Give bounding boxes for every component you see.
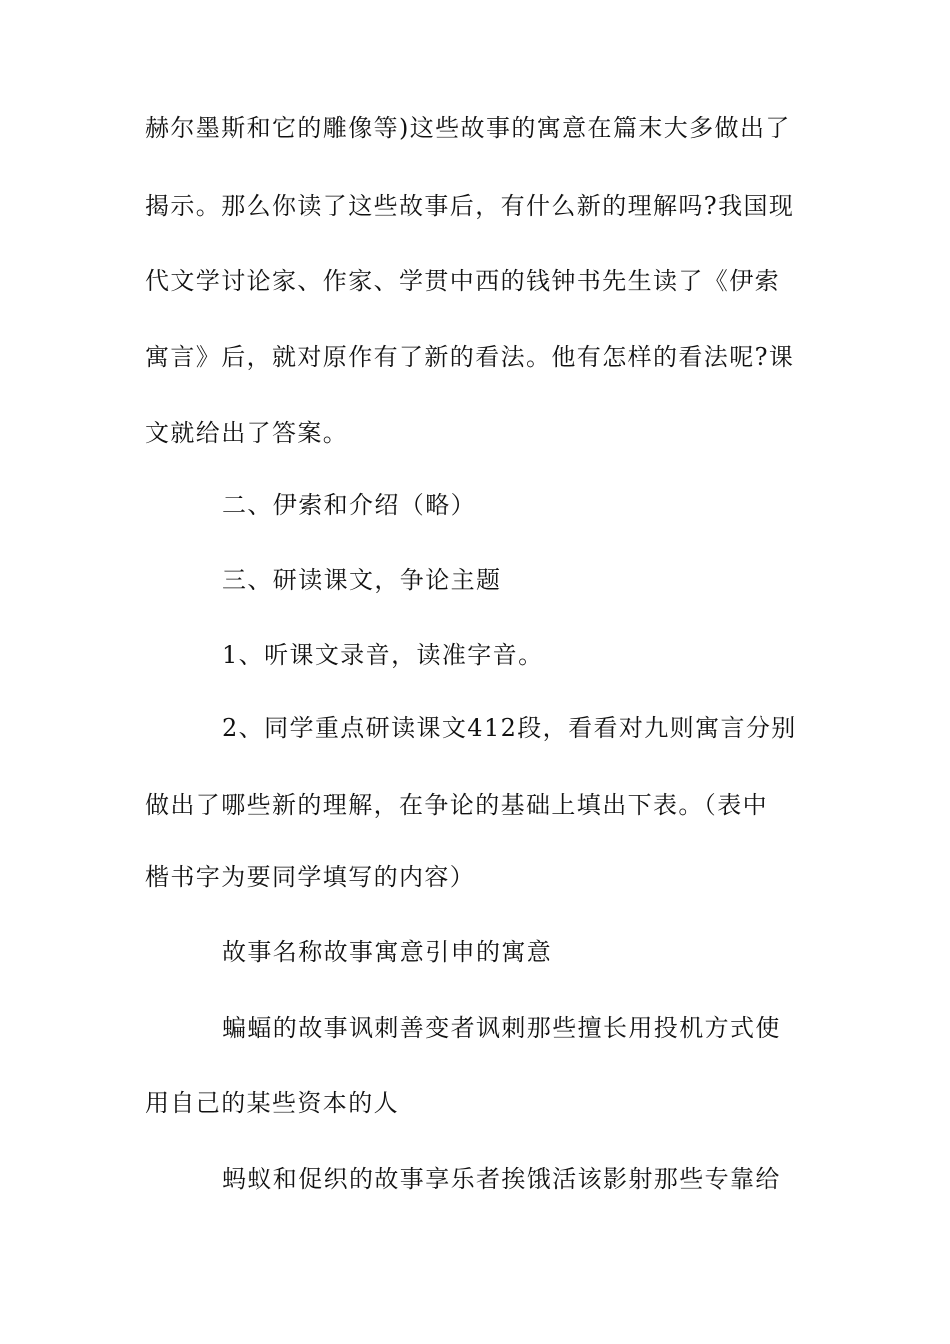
- paragraph-line: 做出了哪些新的理解，在争论的基础上填出下表。（表中: [145, 791, 768, 819]
- step-item-1: 1、听课文录音，读准字音。: [222, 641, 544, 669]
- table-row-bat-story: 蝙蝠的故事讽刺善变者讽刺那些擅长用投机方式使: [222, 1014, 781, 1042]
- table-row-bat-story-continued: 用自己的某些资本的人: [145, 1089, 399, 1117]
- paragraph-line: 寓言》后，就对原作有了新的看法。他有怎样的看法呢?课: [145, 343, 795, 371]
- table-header-line: 故事名称故事寓意引申的寓意: [222, 938, 553, 966]
- step-item-2: 2、同学重点研读课文412段，看看对九则寓言分别: [222, 714, 797, 742]
- paragraph-line: 文就给出了答案。: [145, 419, 349, 447]
- paragraph-line: 赫尔墨斯和它的雕像等)这些故事的寓意在篇末大多做出了: [145, 114, 791, 142]
- section-heading-author-intro: 二、伊索和介绍（略）: [222, 491, 476, 519]
- paragraph-line: 楷书字为要同学填写的内容）: [145, 863, 476, 891]
- section-heading-study-text: 三、研读课文，争论主题: [222, 566, 502, 594]
- paragraph-line: 代文学讨论家、作家、学贯中西的钱钟书先生读了《伊索: [145, 267, 780, 295]
- paragraph-line: 揭示。那么你读了这些故事后，有什么新的理解吗?我国现: [145, 192, 795, 220]
- table-row-ant-cricket-story: 蚂蚁和促织的故事享乐者挨饿活该影射那些专靠给: [222, 1165, 781, 1193]
